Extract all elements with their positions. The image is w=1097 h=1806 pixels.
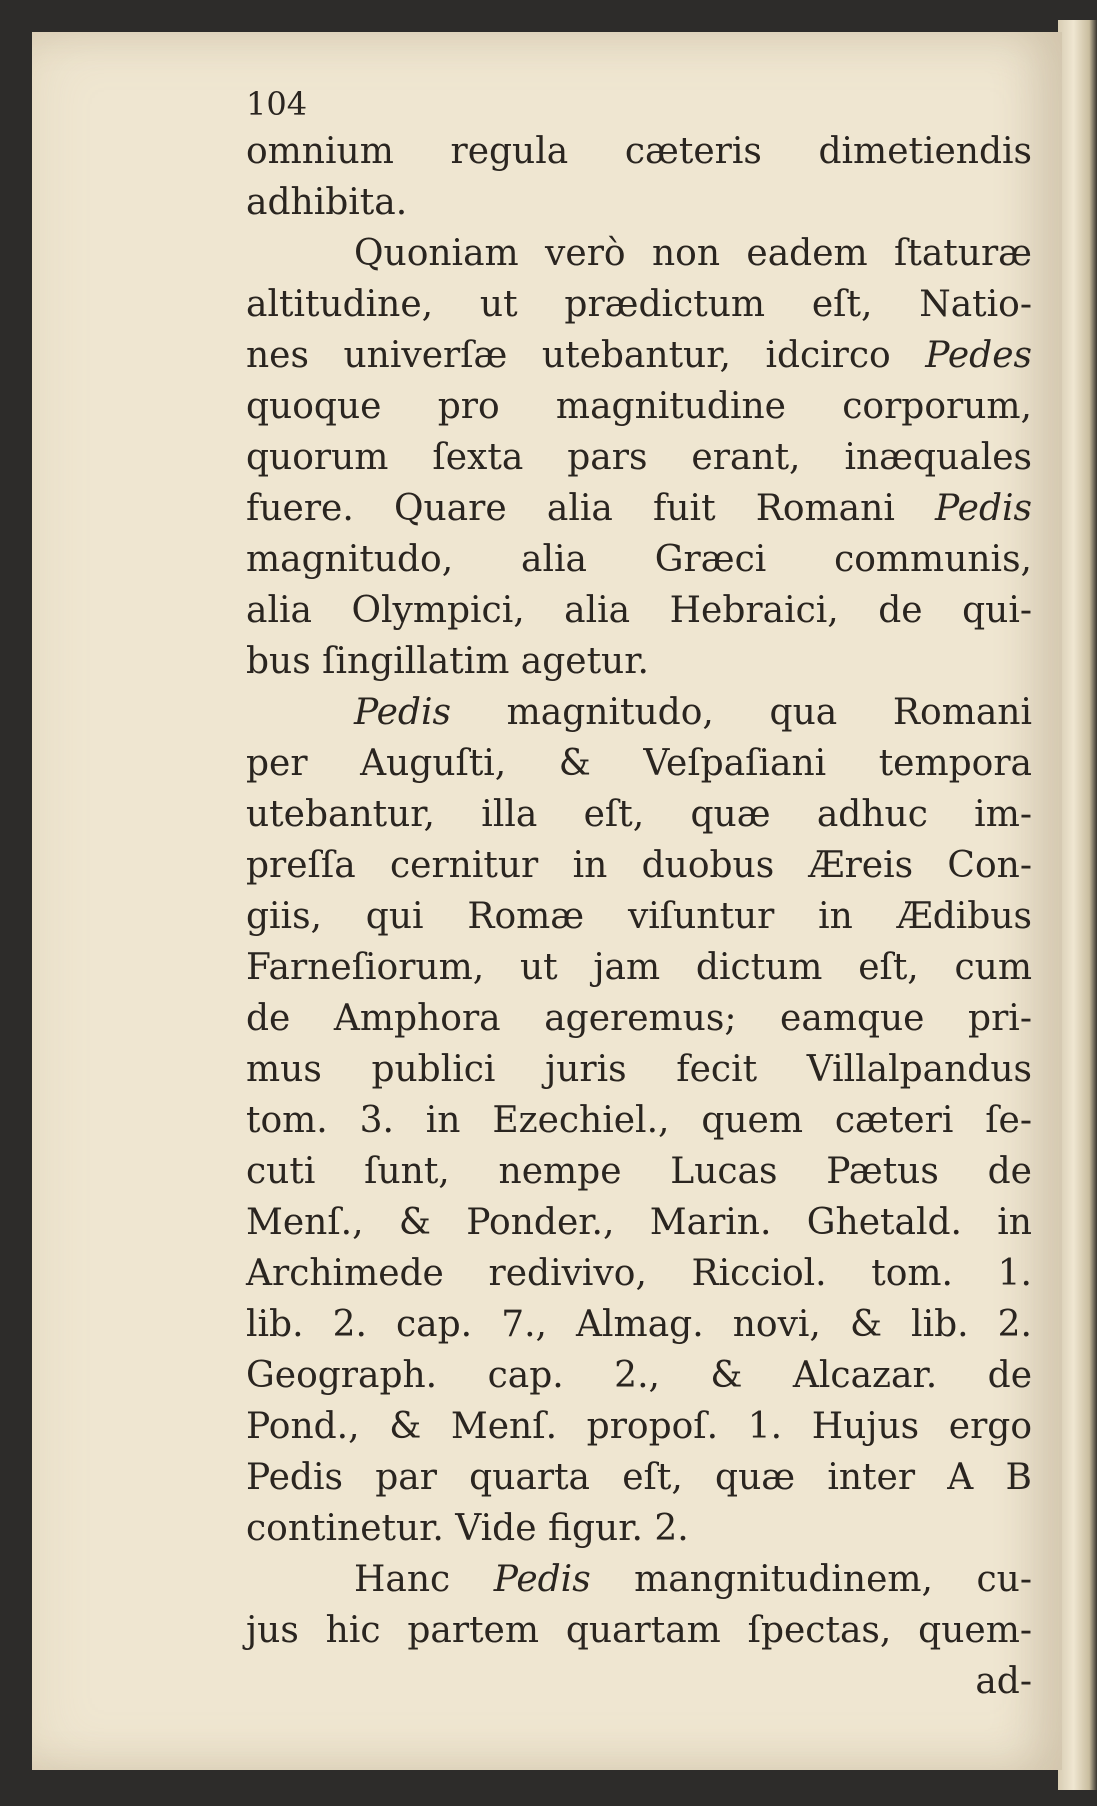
text-line — [246, 483, 1032, 534]
text-segment: Archimede redivivo, Ricciol. tom. 1. — [246, 1253, 1032, 1294]
text-segment: quoque pro magnitudine corporum, — [246, 386, 1032, 427]
text-segment: continetur. Vide figur. 2. — [246, 1508, 689, 1549]
text-segment: lib. 2. cap. 7., Almag. novi, & lib. 2. — [246, 1304, 1032, 1345]
text-line — [246, 1656, 1032, 1707]
text-line — [246, 1044, 1032, 1095]
text-line — [246, 177, 1032, 228]
text-line — [246, 840, 1032, 891]
text-segment: altitudine, ut prædictum eſt, Natio- — [246, 284, 1032, 325]
text-line — [246, 381, 1032, 432]
text-segment: mangnitudinem, cu- — [590, 1559, 1032, 1600]
text-line — [246, 636, 1032, 687]
text-line — [246, 1503, 1032, 1554]
text-line — [246, 1299, 1032, 1350]
text-line — [246, 789, 1032, 840]
text-segment: Pedis par quarta eſt, quæ inter A B — [246, 1457, 1032, 1498]
text-segment: de Amphora ageremus; eamque pri- — [246, 998, 1032, 1039]
text-segment: bus ſingillatim agetur. — [246, 641, 649, 682]
text-segment: magnitudo, alia Græci communis, — [246, 539, 1032, 580]
text-segment: omnium regula cæteris dimetiendis — [246, 131, 1032, 172]
text-segment: nes univerſæ utebantur, idcirco — [246, 335, 926, 376]
text-segment: Geograph. cap. 2., & Alcazar. de — [246, 1355, 1032, 1396]
text-segment: tom. 3. in Ezechiel., quem cæteri ſe- — [246, 1100, 1032, 1141]
text-line — [246, 585, 1032, 636]
text-line — [246, 891, 1032, 942]
text-segment: per Auguſti, & Veſpaſiani tempora — [246, 743, 1032, 784]
text-segment: cuti ſunt, nempe Lucas Pætus de — [246, 1151, 1032, 1192]
italic-term: Pedis — [354, 692, 451, 733]
text-segment: utebantur, illa eſt, quæ adhuc im- — [246, 794, 1032, 835]
page-text — [246, 82, 1032, 1707]
text-segment: jus hic partem quartam ſpectas, quem- — [246, 1610, 1032, 1651]
text-segment: fuere. Quare alia fuit Romani — [246, 488, 936, 529]
text-segment: magnitudo, qua Romani — [450, 692, 1032, 733]
book-binding-edge — [1058, 20, 1097, 1790]
text-line — [246, 1401, 1032, 1452]
italic-term: Pedis — [493, 1559, 591, 1600]
text-body — [246, 126, 1032, 1707]
text-line — [246, 1452, 1032, 1503]
text-segment: alia Olympici, alia Hebraici, de qui- — [246, 590, 1032, 631]
text-line — [246, 534, 1032, 585]
text-line — [246, 1350, 1032, 1401]
italic-term: Pedis — [935, 488, 1032, 529]
text-segment: mus publici juris fecit Villalpandus — [246, 1049, 1032, 1090]
text-segment: quorum ſexta pars erant, inæquales — [246, 437, 1032, 478]
text-segment: Farneſiorum, ut jam dictum eſt, cum — [246, 947, 1032, 988]
text-segment: adhibita. — [246, 182, 408, 223]
text-line — [246, 1605, 1032, 1656]
text-line — [246, 126, 1032, 177]
page-number: 104 — [246, 85, 308, 123]
text-segment: Menſ., & Ponder., Marin. Ghetald. in — [246, 1202, 1032, 1243]
text-line — [246, 432, 1032, 483]
text-segment: Quoniam verò non eadem ſtaturæ — [354, 233, 1032, 274]
text-line — [246, 1248, 1032, 1299]
text-segment: ad- — [975, 1661, 1032, 1702]
text-segment: preſſa cernitur in duobus Æreis Con- — [246, 845, 1032, 886]
text-segment: giis, qui Romæ viſuntur in Ædibus — [246, 896, 1032, 937]
text-line — [246, 228, 1032, 279]
text-line — [246, 687, 1032, 738]
text-line — [246, 993, 1032, 1044]
text-line — [246, 942, 1032, 993]
text-segment: Hanc — [354, 1559, 494, 1600]
text-line — [246, 1197, 1032, 1248]
text-line — [246, 1146, 1032, 1197]
text-line — [246, 330, 1032, 381]
text-line — [246, 1554, 1032, 1605]
text-line — [246, 279, 1032, 330]
text-line — [246, 1095, 1032, 1146]
italic-term: Pedes — [925, 335, 1032, 376]
text-segment: Pond., & Menſ. propoſ. 1. Hujus ergo — [246, 1406, 1032, 1447]
text-line — [246, 738, 1032, 789]
